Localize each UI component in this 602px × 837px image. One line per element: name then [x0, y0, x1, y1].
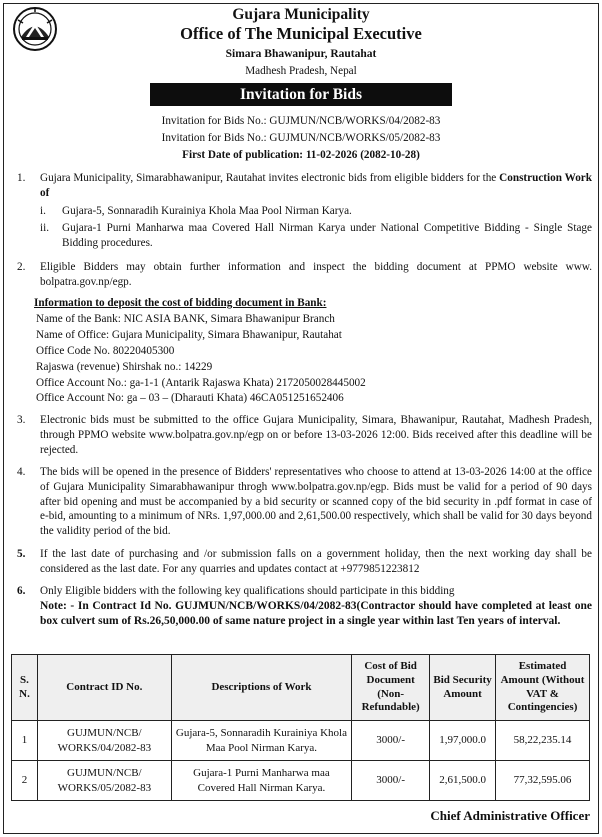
- paragraph-1: [17, 171, 592, 251]
- table-cell: Gujara-5, Sonnaradih Kurainiya Khola Maa Pool Nirman Karya.: [171, 721, 351, 761]
- qualification-note: Note: - In Contract Id No. GUJMUN/NCB/WORKS/04/2082-83(Contractor should have completed at least one box culvert sum of Rs.26,50,000.00 of same nature project in a single year within last Ten years of interval.: [40, 599, 592, 628]
- invitation-number-2: Invitation for Bids No.: GUJMUN/NCB/WORKS/05/2082-83: [161, 132, 441, 144]
- table-cell: GUJMUN/NCB/ WORKS/04/2082-83: [37, 721, 171, 761]
- column-header: Bid Security Amount: [430, 655, 496, 721]
- address-line-1: Simara Bhawanipur, Rautahat: [225, 48, 377, 60]
- paragraph-3: 3. Electronic bids must be submitted to the office Gujara Municipality, Simara, Bhawanipur, Rautahat, Madhesh Pradesh, through PPMO website www.bolpatra.gov.np/egp on or before 13-03-2026 12:00. Bids received after this deadline will be rejected.: [17, 414, 592, 456]
- table-cell: 2: [12, 761, 38, 801]
- column-header: S. N.: [12, 655, 38, 721]
- list-item: i. Gujara-5, Sonnaradih Kurainiya Khola Maa Pool Nirman Karya.: [40, 204, 352, 217]
- table-row: [12, 721, 590, 761]
- paragraph-text: If the last date of purchasing and /or submission falls on a government holiday, then the next working day shall be considered as the last date. For any quarries and updates contact at +9779851223812: [40, 548, 592, 575]
- table-cell: 58,22,235.14: [496, 721, 590, 761]
- bank-heading: Information to deposit the cost of bidding document in Bank:: [34, 297, 327, 309]
- bank-line: Office Account No: ga – 03 – (Dharauti Khata) 46CA051251652406: [36, 392, 344, 405]
- paragraph-text: Only Eligible bidders with the following key qualifications should participate in this bidding: [40, 585, 455, 597]
- address-line-2: Madhesh Pradesh, Nepal: [245, 65, 357, 77]
- header: [0, 6, 602, 79]
- paragraph-5: 5. If the last date of purchasing and /or submission falls on a government holiday, then the next working day shall be considered as the last date. For any quarries and updates contact at +9779851223812: [17, 548, 592, 575]
- list-item: ii. Gujara-1 Purni Manharwa maa Covered Hall Nirman Karya under National Competitive Bidding - Single Stage Bidding procedures.: [40, 222, 592, 250]
- bank-line: Name of Office: Gujara Municipality, Simara Bhawanipur, Rautahat: [36, 328, 342, 341]
- table-row: [12, 761, 590, 801]
- paragraph-text: Eligible Bidders may obtain further information and inspect the bidding document at PPMO website www. bolpatra.gov.np/egp.: [40, 261, 592, 288]
- paragraph-2: 2. Eligible Bidders may obtain further information and inspect the bidding document at PPMO website www. bolpatra.gov.np/egp.: [17, 261, 592, 288]
- org-name: Gujara Municipality: [232, 6, 370, 23]
- paragraph-4: 4. The bids will be opened in the presence of Bidders' representatives who choose to attend at 13-03-2026 14:00 at the office of Gujara Municipality Simarabhawanipur throgh www.bolpatra.gov.np/egp. Bids must be valid for a period of 90 days after bid opening and must be accompanied by a bid security or scanned copy of the bid security in .pdf format in case of e-bid, amounting to a minimum of NRs. 1,97,000.00 and 2,61,500.00 respectively, which shall be valid for 30 days beyond the validity period of the bid.: [17, 466, 592, 538]
- table-header-row: [12, 655, 590, 721]
- bank-line: Office Account No.: ga-1-1 (Antarik Rajaswa Khata) 2172050028445002: [36, 376, 366, 389]
- paragraph-text: Electronic bids must be submitted to the office Gujara Municipality, Simara, Bhawanipur, Rautahat, Madhesh Pradesh, through PPMO website www.bolpatra.gov.np/egp on or before 13-03-2026 12:00. Bids received after this deadline will be rejected.: [40, 414, 592, 456]
- table-cell: 2,61,500.0: [430, 761, 496, 801]
- bank-line: Office Code No. 80220405300: [36, 344, 175, 357]
- table-cell: 77,32,595.06: [496, 761, 590, 801]
- paragraph-6: 6. Only Eligible bidders with the following key qualifications should participate in this bidding Note: - In Contract Id No. GUJMUN/NCB/WORKS/04/2082-83(Contractor should have completed at least one box culvert sum of Rs.26,50,000.00 of same nature project in a single year within last Ten years of interval.: [17, 584, 592, 630]
- paragraph-text: Gujara Municipality, Simarabhawanipur, Rautahat invites electronic bids from eligible bidders for the: [40, 172, 497, 184]
- table-cell: GUJMUN/NCB/ WORKS/05/2082-83: [37, 761, 171, 801]
- column-header: Estimated Amount (Without VAT & Contingencies): [496, 655, 590, 721]
- table-cell: 1: [12, 721, 38, 761]
- signature: Chief Administrative Officer: [430, 808, 590, 823]
- column-header: Descriptions of Work: [171, 655, 351, 721]
- table-cell: 3000/-: [352, 761, 430, 801]
- paragraph-number: 1.: [17, 172, 26, 184]
- bank-line: Name of the Bank: NIC ASIA BANK, Simara Bhawanipur Branch: [36, 312, 335, 325]
- paragraph-bold-text: Construction Work of: [40, 172, 592, 199]
- invitation-number-1: Invitation for Bids No.: GUJMUN/NCB/WORKS/04/2082-83: [161, 115, 441, 127]
- column-header: Cost of Bid Document (Non-Refundable): [352, 655, 430, 721]
- table-cell: 1,97,000.0: [430, 721, 496, 761]
- publication-date: First Date of publication: 11-02-2026 (2082-10-28): [182, 149, 420, 161]
- table-cell: Gujara-1 Purni Manharwa maa Covered Hall Nirman Karya.: [171, 761, 351, 801]
- column-header: Contract ID No.: [37, 655, 171, 721]
- bank-info: [17, 296, 592, 407]
- paragraph-text: The bids will be opened in the presence of Bidders' representatives who choose to attend at 13-03-2026 14:00 at the office of Gujara Municipality Simarabhawanipur throgh www.bolpatra.gov.np/egp. Bids must be valid for a period of 90 days after bid opening and must be accompanied by a bid security or scanned copy of the bid security in .pdf format in case of e-bid, amounting to a minimum of NRs. 1,97,000.00 and 2,61,500.00 respectively, which shall be valid for 30 days beyond the validity period of the bid.: [40, 466, 592, 538]
- office-title: Office of The Municipal Executive: [180, 24, 422, 43]
- table-cell: 3000/-: [352, 721, 430, 761]
- bank-line: Rajaswa (revenue) Shirshak no.: 14229: [36, 360, 213, 373]
- contracts-table: [11, 654, 590, 801]
- banner-title: Invitation for Bids: [150, 83, 452, 106]
